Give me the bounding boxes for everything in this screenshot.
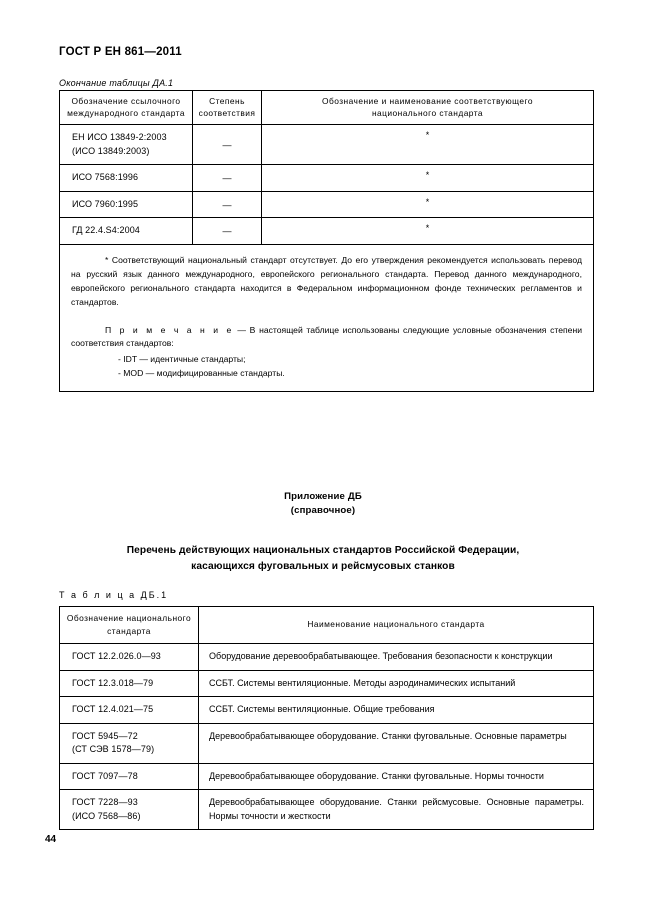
table-da1-caption: Окончание таблицы ДА.1 — [59, 78, 174, 88]
reference-line-1: ЕН ИСО 13849-2:2003 — [72, 132, 167, 143]
header-line-2: национального стандарта — [371, 108, 484, 119]
table-row — [60, 697, 594, 724]
table-row — [60, 790, 594, 830]
header-line-2: соответствия — [198, 108, 256, 119]
header-cell-national-code — [60, 607, 199, 644]
cell-degree: — — [193, 165, 262, 192]
reference-line-1: ИСО 7568:1996 — [72, 172, 139, 183]
header-line-2: международного стандарта — [67, 108, 185, 119]
cell-standard-code — [60, 670, 199, 697]
footnote-text: * Соответствующий национальный стандарт отсутствует. До его утверждения рекомендуется использовать перевод на русский язык данного международного, европейского регионального стандарта. Перевод данного международного, европейского регионального стандарта находится в Федеральном информационном фонде технических регламентов и стандартов. — [71, 254, 582, 307]
header-line-1: Наименование национального стандарта — [307, 619, 485, 630]
cell-standard-title: ССБТ. Системы вентиляционные. Общие требования — [199, 697, 594, 724]
header-cell-degree — [193, 91, 262, 125]
header-line-2: стандарта — [107, 625, 151, 636]
cell-degree: — — [193, 125, 262, 165]
reference-line-1: ГД 22.4.S4:2004 — [72, 225, 140, 236]
appendix-heading-line-2: касающихся фуговальных и рейсмусовых станков — [191, 560, 455, 572]
cell-standard-code — [60, 644, 199, 671]
code-line-1: ГОСТ 7097—78 — [72, 770, 138, 781]
table-row — [60, 723, 594, 763]
list-item: - MOD — модифицированные стандарты. — [118, 368, 285, 379]
code-line-1: ГОСТ 7228—93 — [72, 797, 138, 808]
cell-reference-standard — [60, 125, 193, 165]
cell-reference-standard — [60, 218, 193, 245]
cell-degree: — — [193, 218, 262, 245]
table-row — [60, 191, 594, 218]
reference-line-1: ИСО 7960:1995 — [72, 198, 139, 209]
cell-national-standard: * — [262, 218, 594, 245]
cell-degree: — — [193, 191, 262, 218]
cell-reference-standard — [60, 165, 193, 192]
running-head: ГОСТ Р ЕН 861—2011 — [59, 46, 182, 58]
header-line-1: Обозначение ссылочного — [71, 96, 181, 106]
table-row — [60, 165, 594, 192]
cell-standard-title: Оборудование деревообрабатывающее. Требования безопасности к конструкции — [199, 644, 594, 671]
cell-standard-title: Деревообрабатывающее оборудование. Станки фуговальные. Нормы точности — [199, 763, 594, 790]
table-footnote-row — [60, 244, 594, 391]
list-item: - IDT — идентичные стандарты; — [118, 354, 246, 365]
table-row — [60, 763, 594, 790]
cell-national-standard: * — [262, 125, 594, 165]
cell-reference-standard — [60, 191, 193, 218]
note-paragraph — [71, 324, 582, 352]
header-cell-national-standard — [262, 91, 594, 125]
table-da1-header-row — [60, 91, 594, 125]
cell-standard-code — [60, 697, 199, 724]
appendix-heading-line-1: Перечень действующих национальных стандартов Российской Федерации, — [126, 545, 520, 556]
header-cell-national-title — [199, 607, 594, 644]
table-row — [60, 125, 594, 165]
table-db1-header-row — [60, 607, 594, 644]
cell-footnote-and-note — [60, 244, 594, 391]
note-text: — В настоящей таблице использованы следующие условные обозначения степени соответствия стандартов: — [71, 324, 582, 349]
table-da1 — [59, 90, 594, 392]
cell-standard-code — [60, 790, 199, 830]
code-line-2: (ИСО 7568—86) — [72, 810, 141, 821]
note-block — [71, 324, 582, 382]
cell-standard-title: ССБТ. Системы вентиляционные. Методы аэродинамических испытаний — [199, 670, 594, 697]
code-line-1: ГОСТ 12.4.021—75 — [72, 704, 154, 715]
appendix-heading — [73, 543, 573, 575]
table-db1 — [59, 606, 594, 830]
table-db1-caption: Т а б л и ц а ДБ.1 — [59, 590, 169, 600]
header-line-1: Степень — [209, 96, 245, 106]
cell-standard-title: Деревообрабатывающее оборудование. Станки фуговальные. Основные параметры — [199, 723, 594, 763]
code-line-1: ГОСТ 12.3.018—79 — [72, 677, 154, 688]
cell-standard-code — [60, 723, 199, 763]
header-line-1: Обозначение и наименование соответствующего — [322, 96, 533, 106]
note-list — [71, 353, 582, 381]
code-line-2: (СТ СЭВ 1578—79) — [72, 744, 155, 755]
note-label: П р и м е ч а н и е — [105, 324, 234, 335]
code-line-1: ГОСТ 5945—72 — [72, 730, 138, 741]
table-row — [60, 644, 594, 671]
page-number: 44 — [45, 834, 57, 845]
header-line-1: Обозначение национального — [66, 613, 192, 623]
code-line-1: ГОСТ 12.2.026.0—93 — [72, 651, 161, 662]
table-row — [60, 218, 594, 245]
appendix-kind: (справочное) — [290, 505, 356, 516]
header-cell-reference-standard — [60, 91, 193, 125]
cell-national-standard: * — [262, 191, 594, 218]
reference-line-2: (ИСО 13849:2003) — [72, 145, 150, 156]
cell-standard-title: Деревообрабатывающее оборудование. Станки рейсмусовые. Основные параметры. Нормы точности и жесткости — [199, 790, 594, 830]
appendix-name: Приложение ДБ — [284, 491, 362, 502]
cell-national-standard: * — [262, 165, 594, 192]
table-row — [60, 670, 594, 697]
cell-standard-code — [60, 763, 199, 790]
